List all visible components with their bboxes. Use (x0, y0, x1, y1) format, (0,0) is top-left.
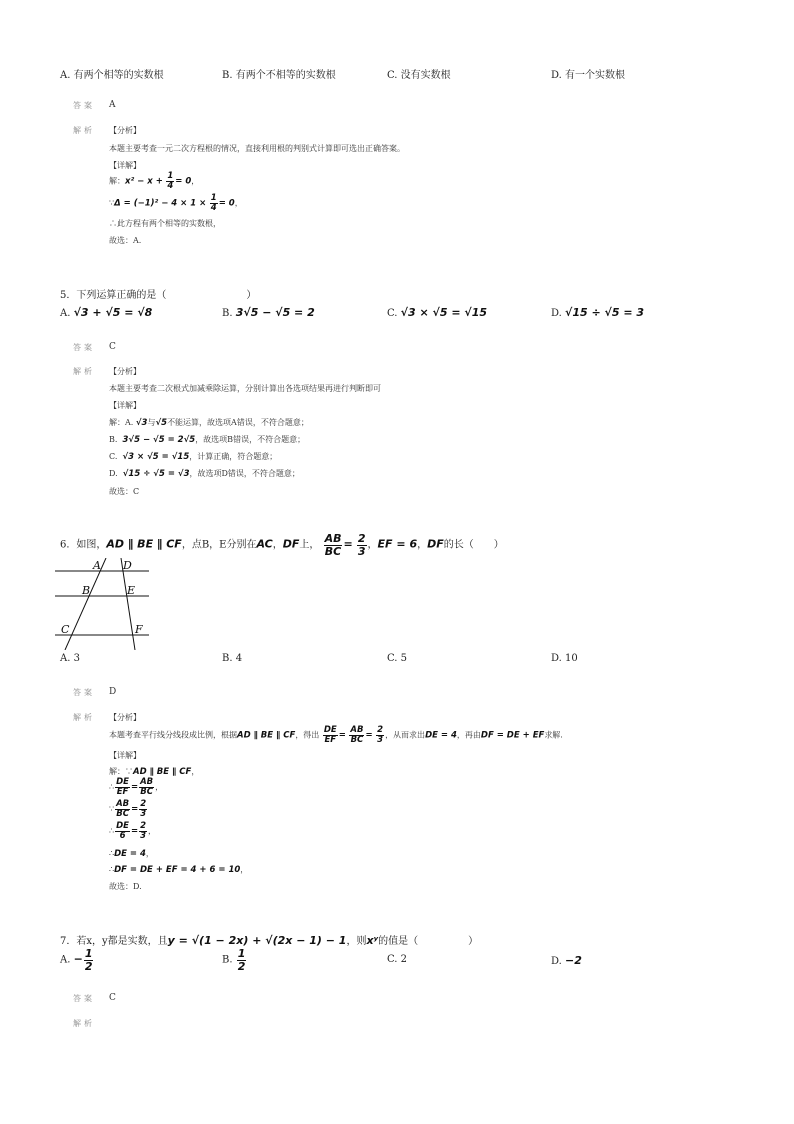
q6-option-a: A. 3 (60, 653, 80, 664)
q7-option-c: C. 2 (387, 954, 408, 965)
q5-answer: C (109, 342, 116, 352)
q6-step-2: ∴ $\frac{DE}{EF}$ = $\frac{AB}{BC}$ ， (109, 777, 164, 797)
q6-answer-label: 答案 (73, 688, 95, 697)
q7-option-d: D. −2 (551, 954, 582, 967)
q5-conclusion: 故选：C (109, 487, 140, 496)
q4-option-d: D. 有一个实数根 (551, 70, 626, 81)
q4-analysis-heading: 【分析】 (109, 126, 141, 135)
q5-option-c: C. √3 × √5 = √15 (387, 306, 488, 319)
q6-step-5: ∴DE = 4， (109, 849, 154, 859)
q5-option-b: B. 3√5 − √5 = 2 (222, 306, 315, 319)
q6-detail-heading: 【详解】 (109, 751, 141, 760)
label-d: D (123, 559, 132, 572)
q5-step-d: D. √15 ÷ √5 = √3，故选项D错误，不符合题意； (109, 469, 300, 479)
q5-option-a: A. √3 + √5 = √8 (60, 306, 153, 319)
q4-detail-heading: 【详解】 (109, 161, 141, 170)
q4-step-3: ∴此方程有两个相等的实数根， (109, 219, 221, 228)
q6-answer: D (109, 687, 117, 697)
q5-analysis-heading: 【分析】 (109, 367, 141, 376)
q5-answer-label: 答案 (73, 343, 95, 352)
q4-answer: A (109, 100, 116, 110)
label-e: E (127, 584, 136, 597)
q7-option-a: A. − $\frac{1}{2}$ (60, 947, 93, 973)
q7-answer-label: 答案 (73, 994, 95, 1003)
q5-analysis-text: 本题主要考查二次根式加减乘除运算，分别计算出各选项结果再进行判断即可 (109, 384, 381, 393)
q6-stem: 6．如图，AD ∥ BE ∥ CF，点B，E分别在AC，DF上， $\frac{AB}{BC}$ = $\frac{2}{3}$ ，EF = 6，DF的长（ ） (60, 532, 504, 558)
q7-option-b: B. $\frac{1}{2}$ (222, 947, 246, 973)
q6-step-1: 解：∵AD ∥ BE ∥ CF， (109, 767, 200, 777)
q4-option-c: C. 没有实数根 (387, 70, 451, 81)
q6-conclusion: 故选：D. (109, 882, 142, 891)
q5-stem: 5．下列运算正确的是（ ） (60, 290, 257, 301)
q6-analysis-heading: 【分析】 (109, 713, 141, 722)
q6-option-d: D. 10 (551, 653, 578, 664)
label-b: B (82, 584, 91, 597)
q7-analysis-label: 解析 (73, 1019, 95, 1028)
q4-conclusion: 故选：A. (109, 236, 142, 245)
q5-analysis-label: 解析 (73, 367, 95, 376)
q4-option-a: A. 有两个相等的实数根 (60, 70, 164, 81)
q4-step-1: 解：x² − x + $\frac{1}{4}$ = 0， (109, 171, 200, 191)
q6-analysis-text: 本题考查平行线分线段成比例，根据AD ∥ BE ∥ CF，得出 $\frac{DE}{EF}$ = $\frac{AB}{BC}$ = $\frac{2}{3}$ ，从而求出DE = 4，再由DF = DE + EF求解. (109, 725, 563, 745)
q6-step-3: ∵ $\frac{AB}{BC}$ = $\frac{2}{3}$ (109, 799, 147, 819)
q5-option-d: D. √15 ÷ √5 = 3 (551, 306, 645, 319)
q7-answer: C (109, 993, 116, 1003)
q5-step-c: C. √3 × √5 = √15，计算正确，符合题意； (109, 452, 278, 462)
q6-option-b: B. 4 (222, 653, 243, 664)
parallel-lines-figure (55, 558, 155, 650)
q7-stem: 7．若x，y都是实数，且y = √(1 − 2x) + √(2x − 1) − 1，则xʸ的值是（ ） (60, 934, 479, 947)
q6-option-c: C. 5 (387, 653, 408, 664)
q5-step-b: B. 3√5 − √5 = 2√5，故选项B错误，不符合题意； (109, 435, 306, 445)
label-f: F (135, 623, 143, 636)
q6-analysis-label: 解析 (73, 713, 95, 722)
q5-detail-heading: 【详解】 (109, 401, 141, 410)
q6-step-6: ∴DF = DE + EF = 4 + 6 = 10， (109, 865, 249, 875)
q5-step-a: 解：A. √3与√5不能运算，故选项A错误，不符合题意； (109, 418, 309, 428)
q4-analysis-text: 本题主要考查一元二次方程根的情况，直接利用根的判别式计算即可选出正确答案。 (109, 144, 405, 153)
q4-option-b: B. 有两个不相等的实数根 (222, 70, 336, 81)
label-c: C (61, 623, 70, 636)
q4-step-2: ∵Δ = (−1)² − 4 × 1 × $\frac{1}{4}$ = 0， (109, 193, 243, 213)
q6-step-4: ∴ $\frac{DE}{6}$ = $\frac{2}{3}$ ， (109, 821, 157, 841)
q4-analysis-label: 解析 (73, 126, 95, 135)
q4-answer-label: 答案 (73, 101, 95, 110)
label-a: A (93, 559, 101, 572)
